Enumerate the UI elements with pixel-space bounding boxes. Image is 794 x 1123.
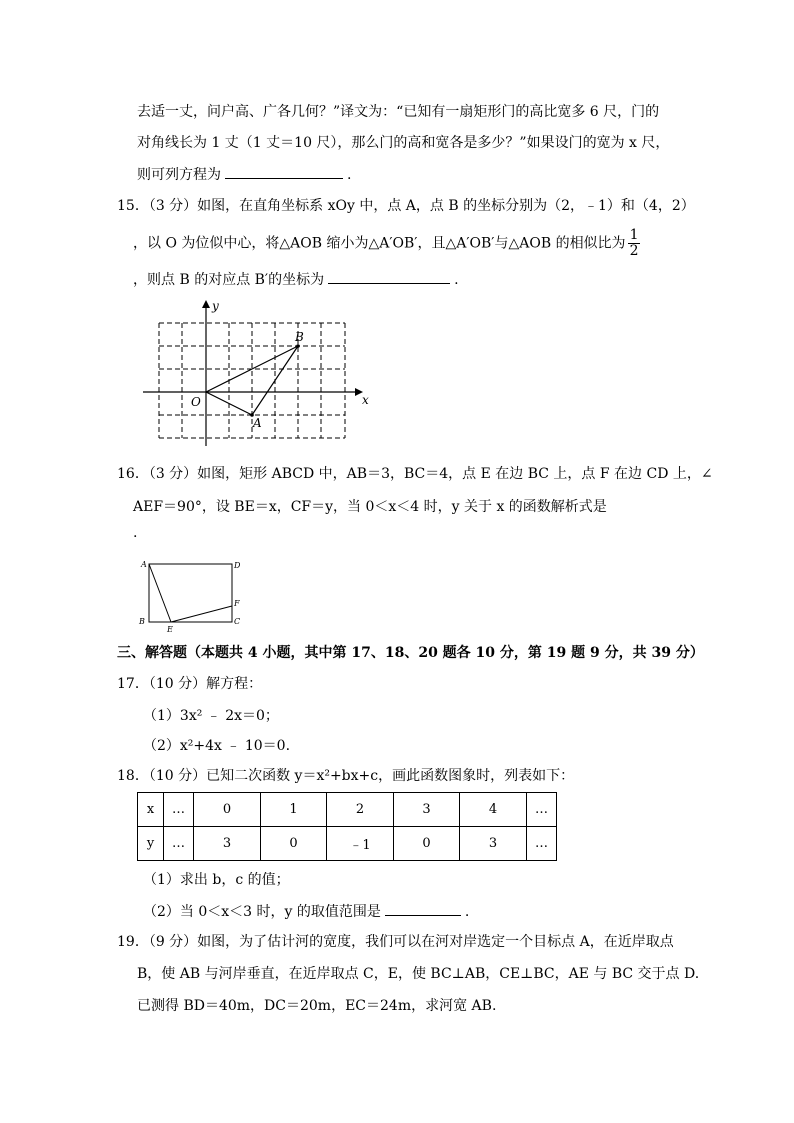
label-e: E <box>167 625 173 634</box>
label-b: B <box>139 617 145 626</box>
rectangle-abcd <box>149 564 232 622</box>
table-cell: 1 <box>261 793 327 827</box>
point-b-label: B <box>295 330 304 344</box>
label-c: C <box>234 617 241 626</box>
table-cell: 0 <box>394 827 460 861</box>
point-a-label: A <box>253 416 262 430</box>
label-a: A <box>141 560 147 569</box>
label-d: D <box>234 561 241 570</box>
table-cell: 3 <box>460 827 527 861</box>
origin-label: O <box>191 395 201 409</box>
answer-blank <box>225 164 343 179</box>
table-row-x <box>138 793 557 827</box>
q19-line2: B，使 AB 与河岸垂直，在近岸取点 C，E，使 BC⊥AB，CE⊥BC，AE 与 BC 交于点 D. <box>137 966 700 982</box>
dashed-grid <box>159 323 345 438</box>
table-cell: x <box>138 793 164 827</box>
coordinate-figure <box>135 296 375 446</box>
p14-line1: 去适一丈，问户高、广各几何？”译文为：“已知有一扇矩形门的高比宽多 6 尺，门的 <box>137 104 660 120</box>
q15-line3: ，则点 B 的对应点 B′的坐标为 . <box>133 269 459 290</box>
answer-blank <box>328 269 450 284</box>
table-cell: 3 <box>394 793 460 827</box>
segment-ef <box>171 606 232 622</box>
label-f: F <box>234 599 240 608</box>
ratio-fraction: $\frac{1}{2}$ <box>629 227 639 259</box>
p14-line2: 对角线长为 1 丈（1 丈＝10 尺），那么门的高和宽各是多少？”如果设门的宽为 x 尺， <box>137 135 670 151</box>
y-axis-label: y <box>212 299 219 313</box>
x-axis-label: x <box>362 393 369 407</box>
section-3-heading: 三、解答题（本题共 4 小题，其中第 17、18、20 题各 10 分，第 19 题 9 分，共 39 分） <box>117 645 704 661</box>
q18-title: 18．（10 分）已知二次函数 y＝x²+bx+c，画此函数图象时，列表如下： <box>117 768 575 784</box>
q16-line2: AEF＝90°，设 BE＝x，CF＝y，当 0＜x＜4 时，y 关于 x 的函数解析式是 <box>133 499 607 515</box>
p14-line3: 则可列方程为 . <box>137 164 351 185</box>
table-cell: 0 <box>194 793 261 827</box>
q16-line1: 16．（3 分）如图，矩形 ABCD 中，AB＝3，BC＝4，点 E 在边 BC 上，点 F 在边 CD 上，∠ <box>117 466 713 482</box>
q19-line3: 已测得 BD＝40m，DC＝20m，EC＝24m，求河宽 AB. <box>137 998 497 1014</box>
q15-line1: 15．（3 分）如图，在直角坐标系 xOy 中，点 A，点 B 的坐标分别为（2，﹣1）和（4，2） <box>117 198 695 214</box>
answer-blank <box>385 901 461 916</box>
segment-ae <box>149 564 171 622</box>
table-cell: … <box>527 793 557 827</box>
q17-title: 17．（10 分）解方程： <box>117 676 263 692</box>
table-cell: 4 <box>460 793 527 827</box>
table-cell: … <box>164 793 194 827</box>
q19-line1: 19．（9 分）如图，为了估计河的宽度，我们可以在河对岸选定一个目标点 A，在近岸取点 <box>117 934 674 950</box>
function-value-table <box>137 792 557 861</box>
point-b <box>296 344 300 348</box>
q18-item2: （2）当 0＜x＜3 时，y 的取值范围是 . <box>143 901 469 922</box>
rectangle-figure <box>135 556 247 636</box>
table-cell: … <box>164 827 194 861</box>
table-cell: 0 <box>261 827 327 861</box>
table-cell: y <box>138 827 164 861</box>
q18-item1: （1）求出 b，c 的值； <box>143 872 290 888</box>
table-row-y <box>138 827 557 861</box>
q17-item1: （1）3x² ﹣ 2x＝0； <box>143 708 279 724</box>
table-cell: … <box>527 827 557 861</box>
q16-line3: . <box>133 525 138 541</box>
table-cell: 2 <box>327 793 394 827</box>
y-axis-arrow <box>202 300 210 308</box>
table-cell: ﹣1 <box>327 827 394 861</box>
q15-line2: ，以 O 为位似中心，将△AOB 缩小为△A′OB′，且△A′OB′与△AOB 的相似比为 $\frac{1}{2}$ <box>133 227 639 259</box>
axes <box>143 304 359 446</box>
table-cell: 3 <box>194 827 261 861</box>
q17-item2: （2）x²+4x ﹣ 10＝0. <box>143 738 291 754</box>
